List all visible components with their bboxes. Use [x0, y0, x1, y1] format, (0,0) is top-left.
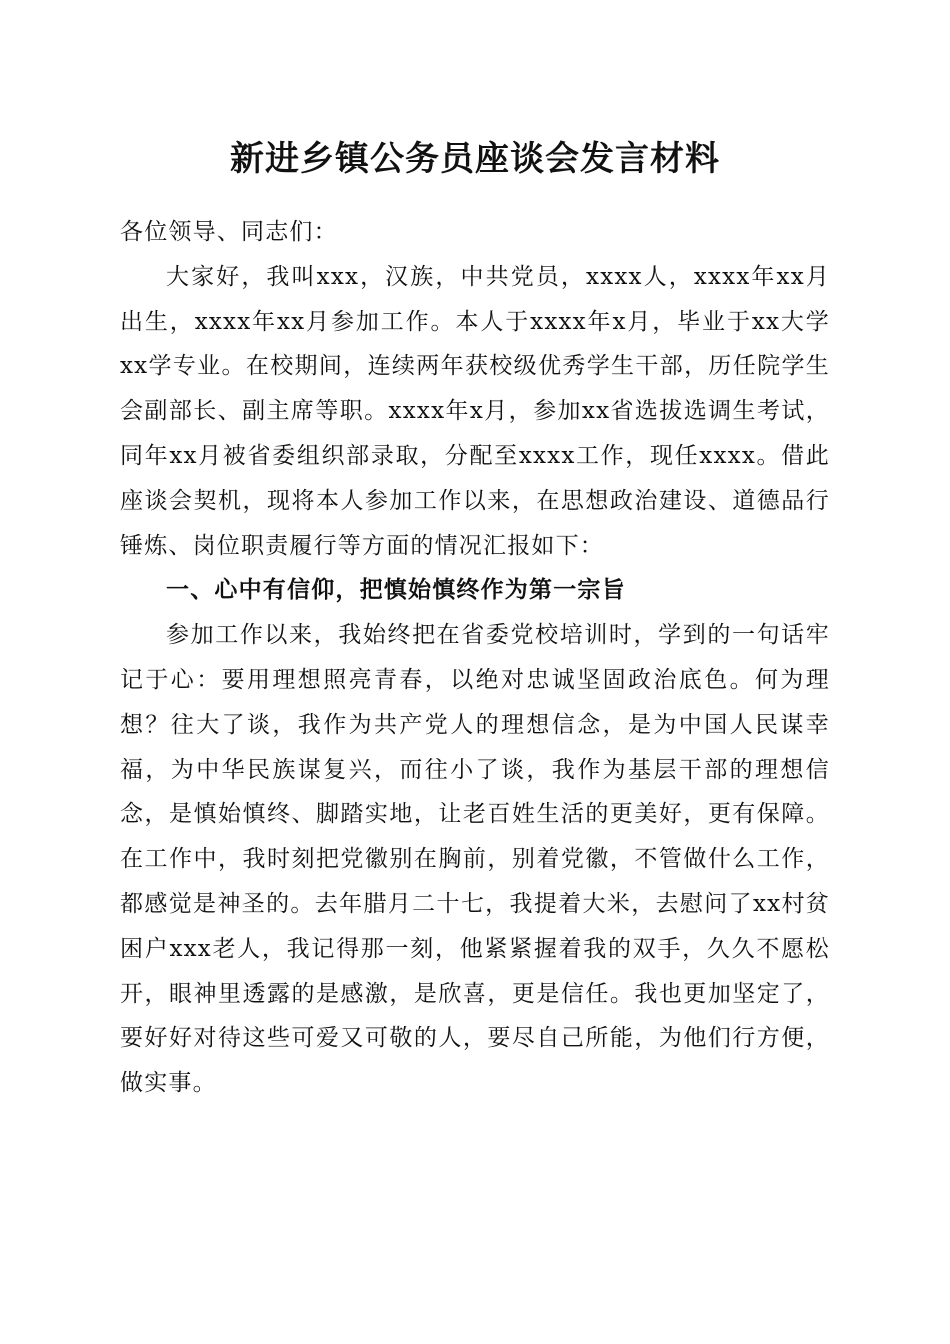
intro-paragraph: 大家好，我叫xxx，汉族，中共党员，xxxx人，xxxx年xx月出生，xxxx年xx月参加工作。本人于xxxx年x月，毕业于xx大学xx学专业。在校期间，连续两年获校级优秀学生干部，历任院学生会副部长、副主席等职。xxxx年x月，参加xx省选拔选调生考试，同年xx月被省委组织部录取，分配至xxxx工作，现任xxxx。借此座谈会契机，现将本人参加工作以来，在思想政治建设、道德品行锤炼、岗位职责履行等方面的情况汇报如下：	[120, 263, 830, 559]
document-title: 新进乡镇公务员座谈会发言材料	[230, 139, 720, 179]
section-paragraph: 参加工作以来，我始终把在省委党校培训时，学到的一句话牢记于心：要用理想照亮青春，以绝对忠诚坚固政治底色。何为理想？往大了谈，我作为共产党人的理想信念，是为中国人民谋幸福，为中华民族谋复兴，而往小了谈，我作为基层干部的理想信念，是慎始慎终、脚踏实地，让老百姓生活的更美好，更有保障。在工作中，我时刻把党徽别在胸前，别着党徽，不管做什么工作，都感觉是神圣的。去年腊月二十七，我提着大米，去慰问了xx村贫困户xxx老人，我记得那一刻，他紧紧握着我的双手，久久不愿松开，眼神里透露的是感激，是欣喜，更是信任。我也更加坚定了，要好好对待这些可爱又可敬的人，要尽自己所能，为他们行方便，做实事。	[120, 622, 830, 1097]
document-body	[120, 210, 830, 1106]
salutation: 各位领导、同志们：	[120, 219, 338, 245]
section-heading: 一、心中有信仰，把慎始慎终作为第一宗旨	[166, 577, 626, 604]
